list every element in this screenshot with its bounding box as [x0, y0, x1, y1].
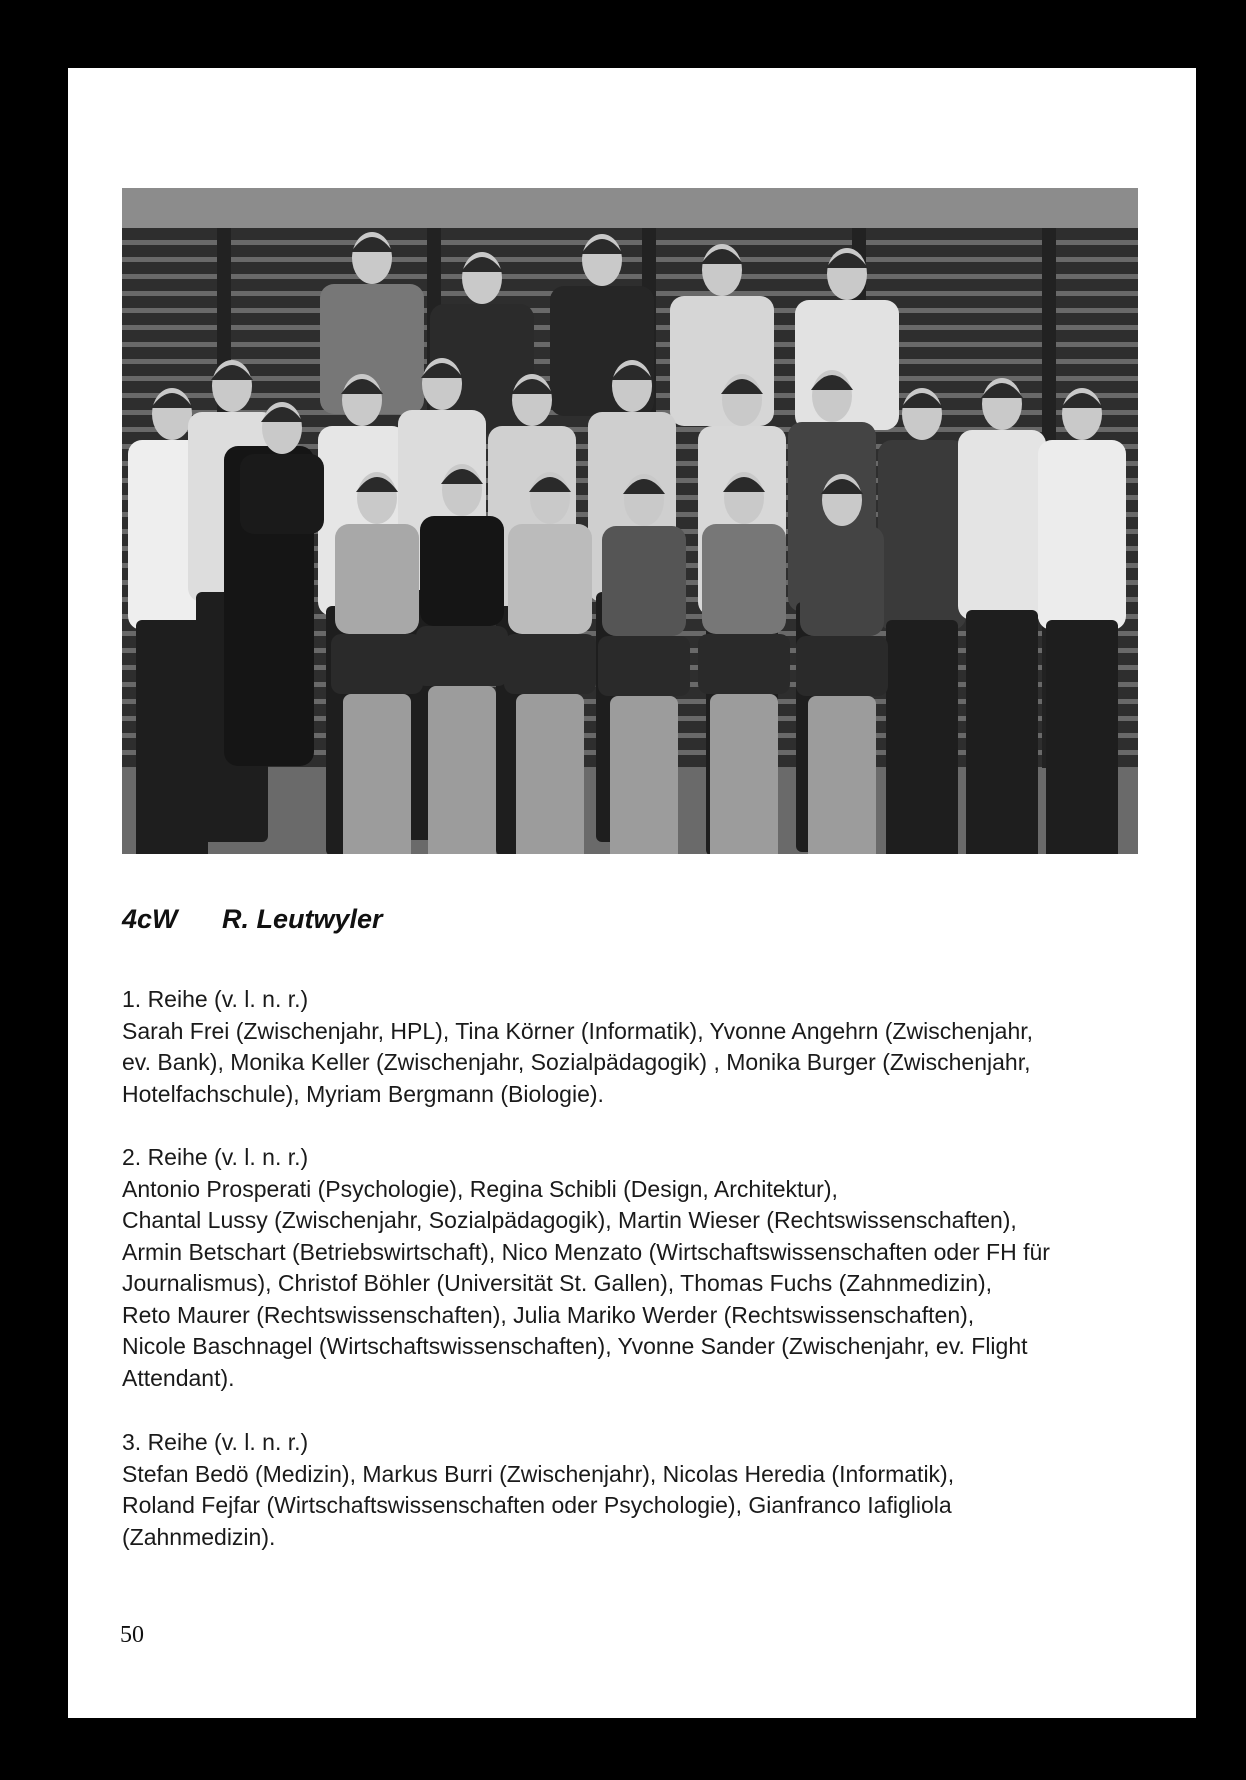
row-2-line: Journalismus), Christof Böhler (Universität St. Gallen), Thomas Fuchs (Zahnmedizin), [122, 1270, 993, 1296]
photo-person-legs [886, 620, 958, 854]
row-2-line: Nicole Baschnagel (Wirtschaftswissenschaften), Yvonne Sander (Zwischenjahr, ev. Flight [122, 1333, 1028, 1359]
photo-person-body [702, 524, 786, 634]
row-2-block [122, 1142, 1122, 1394]
row-2-line: Chantal Lussy (Zwischenjahr, Sozialpädagogik), Martin Wieser (Rechtswissenschaften), [122, 1207, 1017, 1233]
row-1-line: ev. Bank), Monika Keller (Zwischenjahr, Sozialpädagogik) , Monika Burger (Zwischenjahr, [122, 1049, 1031, 1075]
photo-person-body [420, 516, 504, 626]
row-3-line: Stefan Bedö (Medizin), Markus Burri (Zwischenjahr), Nicolas Heredia (Informatik), [122, 1460, 955, 1487]
photo-person-body [800, 526, 884, 636]
row-2-line: Reto Maurer (Rechtswissenschaften), Julia Mariko Werder (Rechtswissenschaften), [122, 1301, 975, 1328]
row-3-heading: 3. Reihe (v. l. n. r.) [122, 1429, 309, 1455]
photo-person-legs [966, 610, 1038, 854]
photo-blind-slat [122, 274, 1138, 279]
row-2-line: Armin Betschart (Betriebswirtschaft), Nico Menzato (Wirtschaftswissenschaften oder FH für [122, 1238, 1050, 1265]
photo-person-lap [416, 626, 508, 686]
teacher-name: R. Leutwyler [222, 904, 383, 934]
class-heading [122, 904, 383, 935]
photo-person-legs [610, 696, 678, 854]
row-2-heading: 2. Reihe (v. l. n. r.) [122, 1144, 309, 1170]
row-1-line: Sarah Frei (Zwischenjahr, HPL), Tina Körner (Informatik), Yvonne Angehrn (Zwischenjahr, [122, 1017, 1034, 1044]
photo-person-body [602, 526, 686, 636]
photo-blind-slat [122, 240, 1138, 245]
photo-person-lap [598, 636, 690, 696]
row-3-block [122, 1427, 1122, 1553]
class-photo [122, 188, 1138, 854]
photo-person-body [1038, 440, 1126, 630]
row-1-block [122, 984, 1122, 1110]
row-3-line: Roland Fejfar (Wirtschaftswissenschaften oder Psychologie), Gianfranco Iafigliola [122, 1492, 952, 1518]
photo-person-lap [331, 634, 423, 694]
row-2-line: Antonio Prosperati (Psychologie), Regina Schibli (Design, Architektur), [122, 1175, 838, 1202]
photo-blind-slat [122, 257, 1138, 262]
photo-person-legs [808, 696, 876, 854]
class-code: 4cW [122, 904, 178, 934]
photo-person-body [508, 524, 592, 634]
document-page [68, 68, 1196, 1718]
photo-person-legs [710, 694, 778, 854]
photo-person-body [958, 430, 1046, 620]
photo-person-legs [428, 686, 496, 854]
photo-person-body [878, 440, 966, 630]
row-1-line: Hotelfachschule), Myriam Bergmann (Biologie). [122, 1080, 604, 1107]
photo-person-legs [1046, 620, 1118, 854]
row-1-heading: 1. Reihe (v. l. n. r.) [122, 986, 309, 1012]
photo-person-lap [796, 636, 888, 696]
row-2-line: Attendant). [122, 1364, 235, 1391]
photo-person-legs [516, 694, 584, 854]
row-3-line: (Zahnmedizin). [122, 1523, 276, 1550]
photo-roof-band [122, 188, 1138, 228]
page-number: 50 [120, 1622, 144, 1648]
photo-person-body [335, 524, 419, 634]
photo-person-lap [504, 634, 596, 694]
photo-person-lap [698, 634, 790, 694]
class-photo-illustration [122, 188, 1138, 854]
photo-person-legs [343, 694, 411, 854]
photo-person-body [240, 454, 324, 534]
